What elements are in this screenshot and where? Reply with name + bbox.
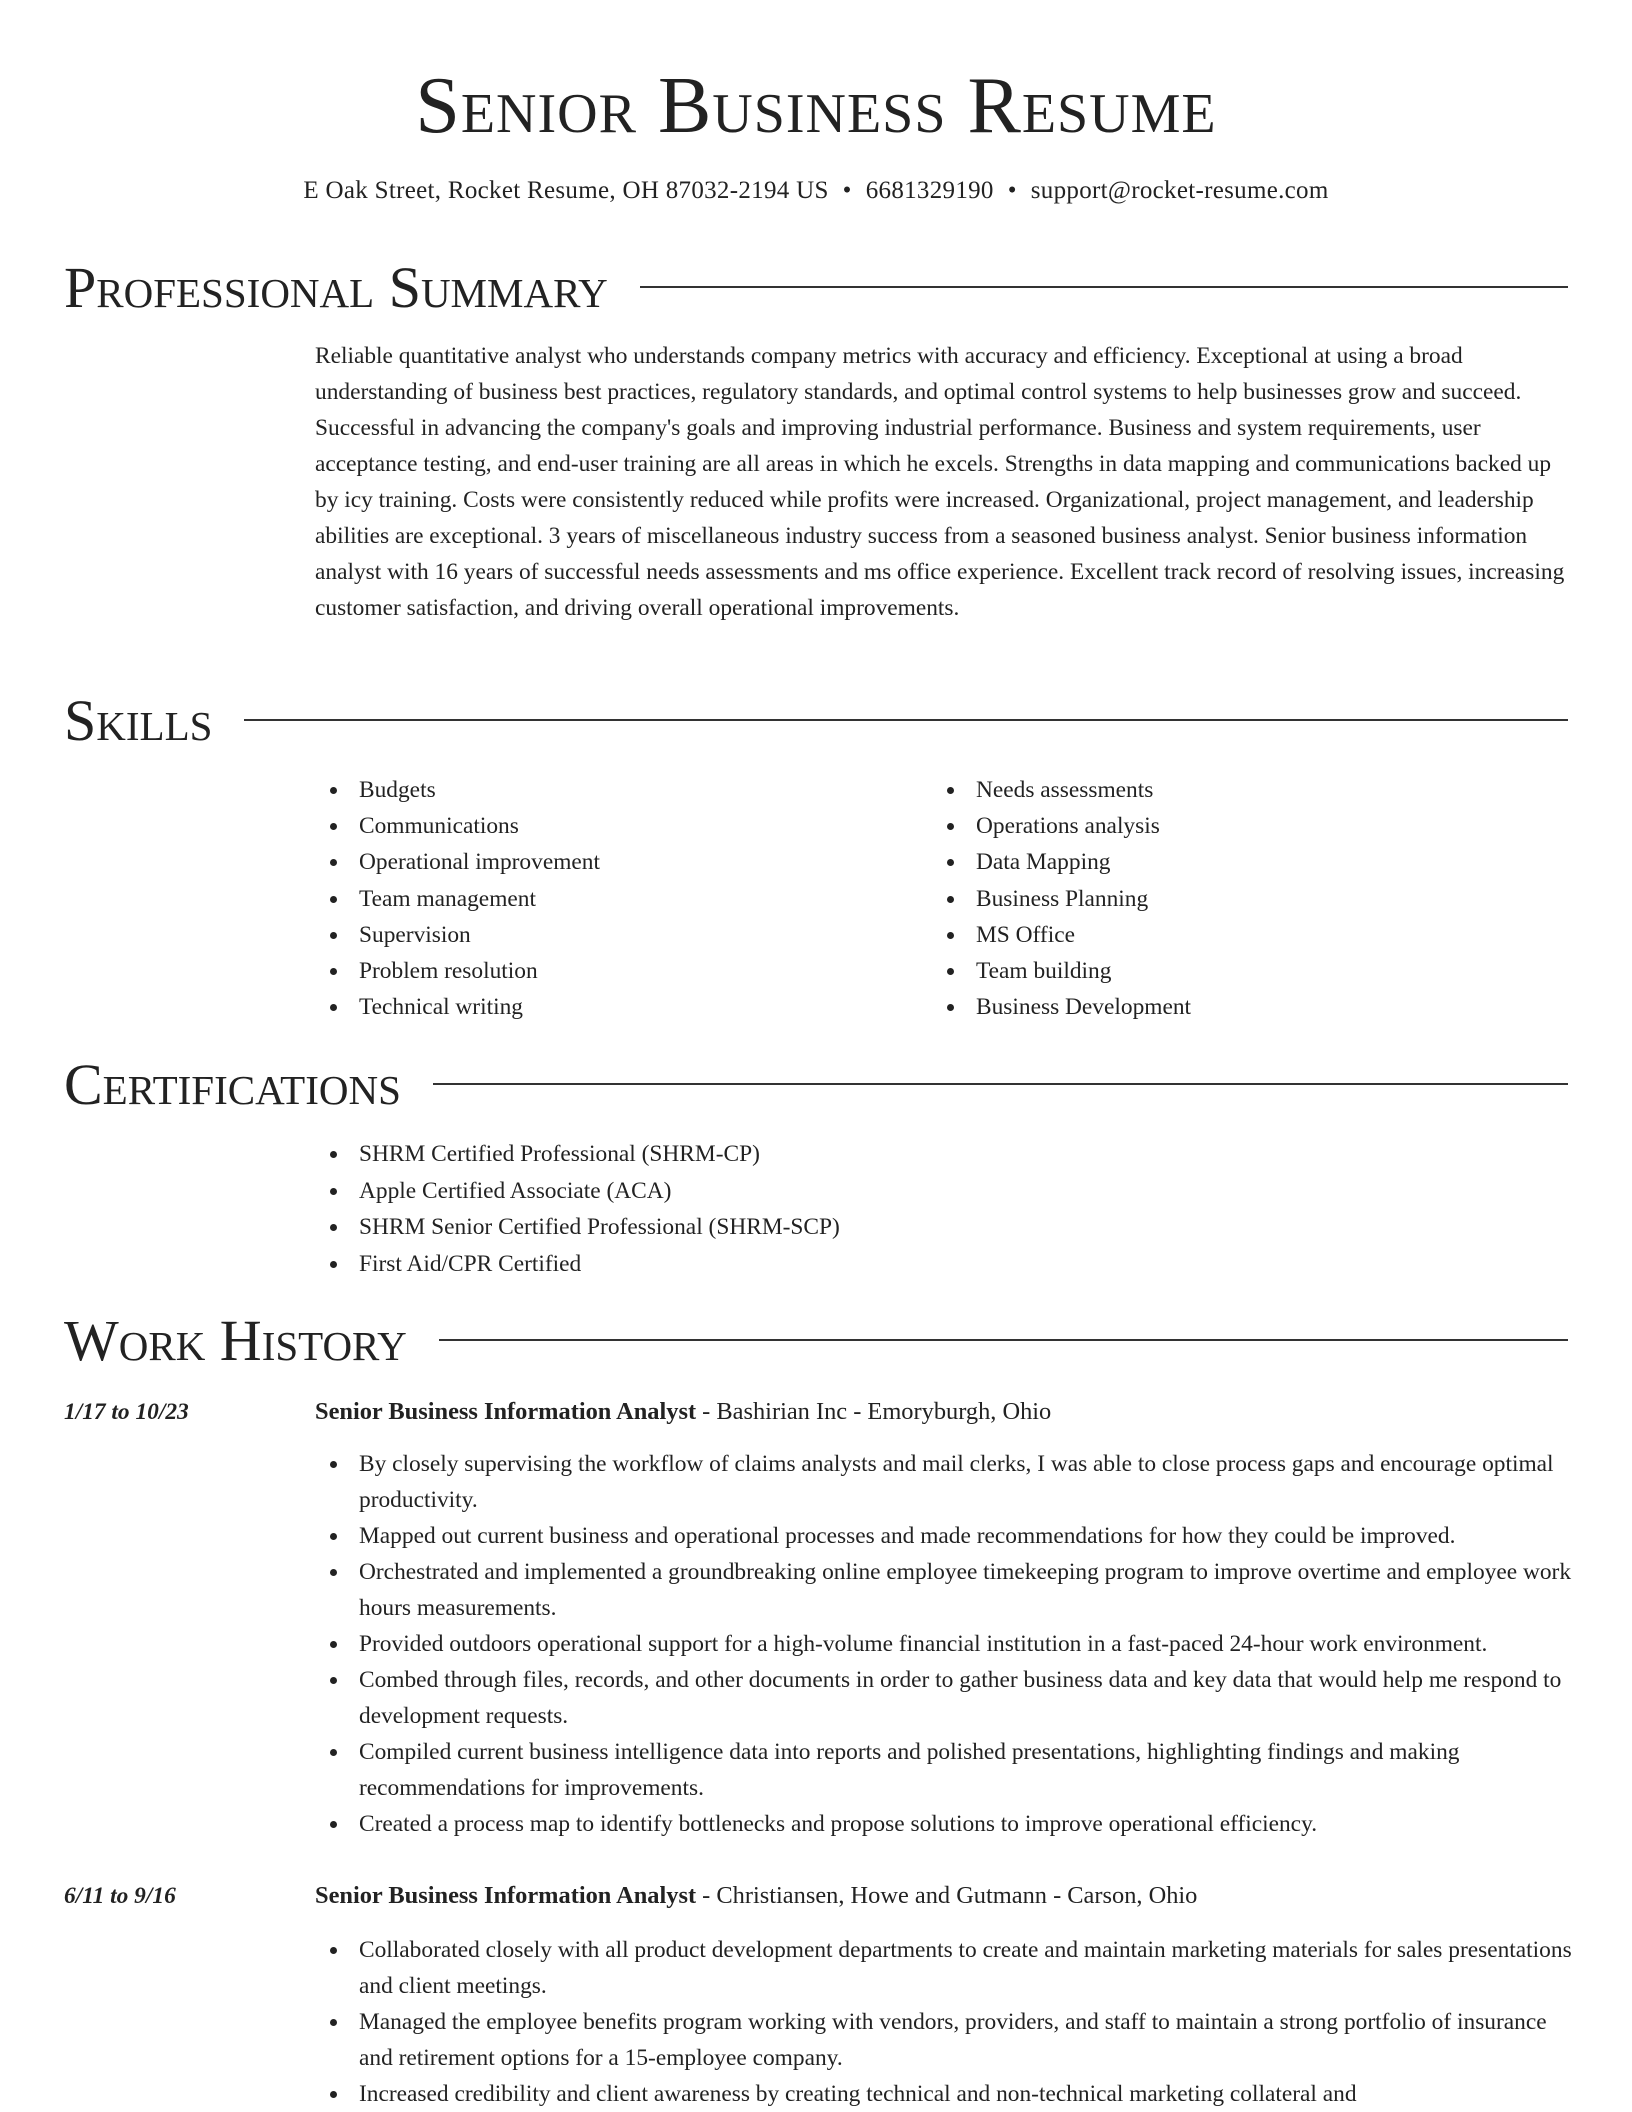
section-title: Work History bbox=[64, 1308, 407, 1373]
responsibility-item: Combed through files, records, and other documents in order to gather business data and key data that would help me respond to development requests. bbox=[315, 1662, 1575, 1734]
skills-section-heading bbox=[64, 686, 1568, 756]
skill-item: Business Development bbox=[932, 989, 1512, 1025]
email: support@rocket-resume.com bbox=[1030, 177, 1329, 204]
certification-item: Apple Certified Associate (ACA) bbox=[315, 1173, 1565, 1210]
summary-text: Reliable quantitative analyst who understands company metrics with accuracy and efficiency. Exceptional at using a broad understanding of business best practices, regulatory standards, and optimal control systems to help businesses grow and succeed. Successful in advancing the company's goals and improving industrial performance. Business and system requirements, user acceptance testing, and end-user training are all areas in which he excels. Strengths in data mapping and communications backed up by icy training. Costs were consistently reduced while profits were increased. Organizational, project management, and leadership abilities are exceptional. 3 years of miscellaneous industry success from a seasoned business analyst. Senior business information analyst with 16 years of successful needs assessments and ms office experience. Excellent track record of resolving issues, increasing customer satisfaction, and driving overall operational improvements. bbox=[315, 343, 1565, 621]
responsibility-item: Orchestrated and implemented a groundbreaking online employee timekeeping program to improve overtime and employee work hours measurements. bbox=[315, 1554, 1575, 1626]
skill-item: Data Mapping bbox=[932, 844, 1512, 880]
skill-item: Business Planning bbox=[932, 881, 1512, 917]
responsibility-item: Compiled current business intelligence data into reports and polished presentations, highlighting findings and making recommendations for improvements. bbox=[315, 1734, 1575, 1806]
section-divider bbox=[244, 719, 1568, 721]
responsibility-item: Collaborated closely with all product development departments to create and maintain marketing materials for sales presentations and client meetings. bbox=[315, 1932, 1575, 2004]
job-responsibilities bbox=[315, 1932, 1575, 2112]
section-divider bbox=[439, 1339, 1568, 1341]
address: E Oak Street, Rocket Resume, OH 87032-2194 US bbox=[303, 177, 829, 204]
skill-item: Technical writing bbox=[315, 989, 895, 1025]
contact-separator: • bbox=[842, 177, 852, 204]
job-dates: 1/17 to 10/23 bbox=[64, 1399, 189, 1425]
responsibility-item: Created a process map to identify bottlenecks and propose solutions to improve operational efficiency. bbox=[315, 1806, 1575, 1842]
skill-item: Needs assessments bbox=[932, 772, 1512, 808]
skill-item: Team management bbox=[315, 881, 895, 917]
certification-item: First Aid/CPR Certified bbox=[315, 1246, 1565, 1283]
skill-item: Team building bbox=[932, 953, 1512, 989]
job-title-line bbox=[315, 1878, 1565, 1914]
contact-line bbox=[0, 174, 1632, 208]
job-title-line bbox=[315, 1394, 1565, 1430]
skill-item: Budgets bbox=[315, 772, 895, 808]
responsibility-item: Mapped out current business and operational processes and made recommendations for how they could be improved. bbox=[315, 1518, 1575, 1554]
certifications-list bbox=[315, 1136, 1565, 1282]
section-divider bbox=[640, 286, 1568, 288]
skill-item: Communications bbox=[315, 808, 895, 844]
skills-list-left bbox=[315, 772, 895, 1025]
section-title: Professional Summary bbox=[64, 255, 608, 320]
job-dates: 6/11 to 9/16 bbox=[64, 1883, 176, 1909]
job-title: Senior Business Information Analyst bbox=[315, 1882, 697, 1909]
skill-item: MS Office bbox=[932, 917, 1512, 953]
certification-item: SHRM Senior Certified Professional (SHRM-SCP) bbox=[315, 1209, 1565, 1246]
job-employer-location: - Bashirian Inc - Emoryburgh, Ohio bbox=[696, 1398, 1052, 1425]
job-employer-location: - Christiansen, Howe and Gutmann - Carson, Ohio bbox=[696, 1882, 1198, 1909]
skill-item: Problem resolution bbox=[315, 953, 895, 989]
responsibility-item: Managed the employee benefits program working with vendors, providers, and staff to maintain a strong portfolio of insurance and retirement options for a 15-employee company. bbox=[315, 2004, 1575, 2076]
skill-item: Supervision bbox=[315, 917, 895, 953]
section-title: Skills bbox=[64, 688, 213, 753]
summary-section-heading bbox=[64, 253, 1568, 323]
job-title: Senior Business Information Analyst bbox=[315, 1398, 697, 1425]
responsibility-item: Increased credibility and client awareness by creating technical and non-technical marketing collateral and bbox=[315, 2076, 1575, 2112]
phone: 6681329190 bbox=[865, 177, 994, 204]
skill-item: Operational improvement bbox=[315, 844, 895, 880]
section-title: Certifications bbox=[64, 1052, 401, 1117]
skills-list-right bbox=[932, 772, 1512, 1025]
responsibility-item: By closely supervising the workflow of claims analysts and mail clerks, I was able to close process gaps and encourage optimal productivity. bbox=[315, 1446, 1575, 1518]
work-history-section-heading bbox=[64, 1306, 1568, 1376]
job-responsibilities bbox=[315, 1446, 1575, 1842]
responsibility-item: Provided outdoors operational support for a high-volume financial institution in a fast-paced 24-hour work environment. bbox=[315, 1626, 1575, 1662]
skill-item: Operations analysis bbox=[932, 808, 1512, 844]
section-divider bbox=[433, 1083, 1568, 1085]
resume-title: Senior Business Resume bbox=[415, 62, 1217, 150]
certifications-section-heading bbox=[64, 1050, 1568, 1120]
certification-item: SHRM Certified Professional (SHRM-CP) bbox=[315, 1136, 1565, 1173]
contact-separator: • bbox=[1007, 177, 1017, 204]
